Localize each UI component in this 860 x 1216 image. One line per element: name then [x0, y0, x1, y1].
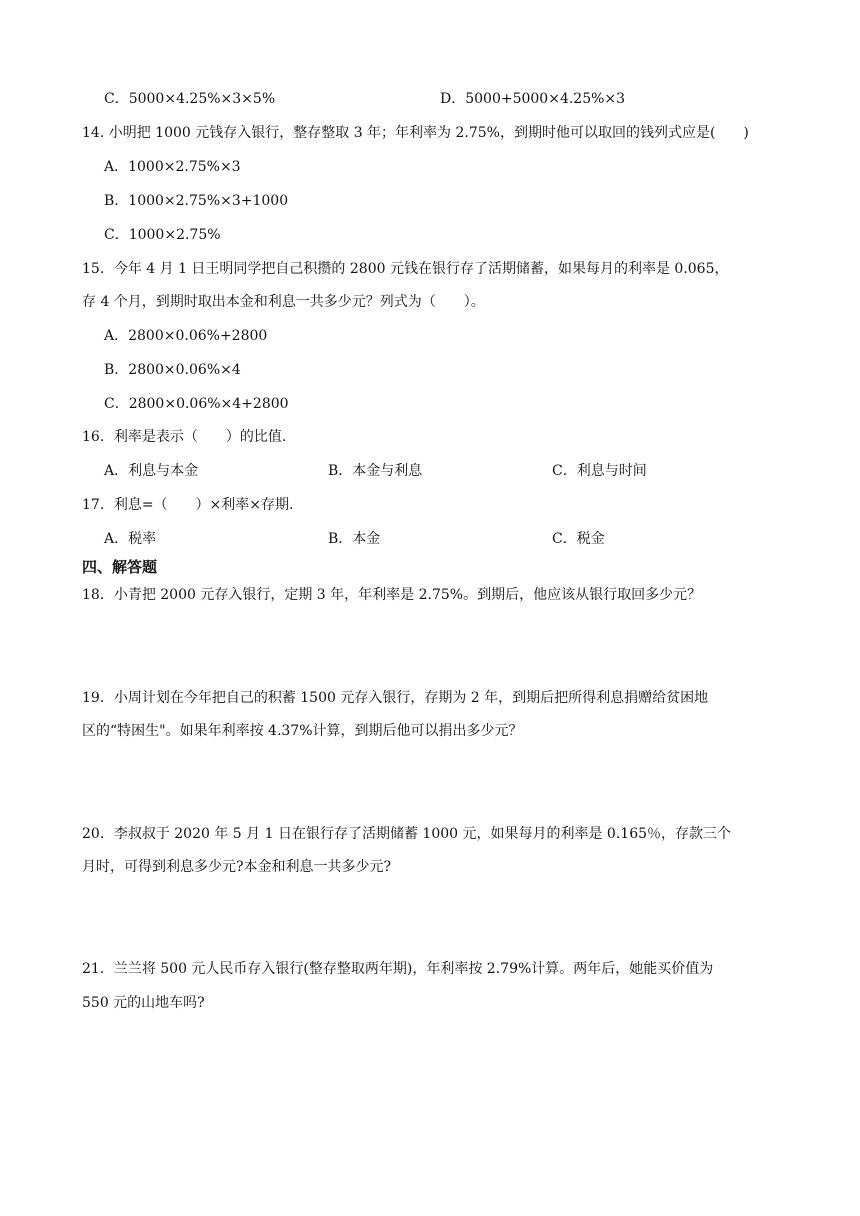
q15-option-a: A．2800×0.06%+2800	[104, 328, 268, 344]
q16-option-a: A．利息与本金	[104, 463, 199, 479]
q15-option-b: B．2800×0.06%×4	[104, 362, 241, 378]
q17-option-a: A．税率	[104, 531, 157, 547]
q16-option-b: B．本金与利息	[328, 463, 423, 479]
q20-stem-line1: 20．李叔叔于 2020 年 5 月 1 日在银行存了活期储蓄 1000 元，如果每月的利率是 0.165％，存款三个	[82, 826, 732, 842]
q17-stem: 17．利息=（ ）×利率×存期.	[82, 497, 294, 513]
q20-stem-line2: 月时，可得到利息多少元?本金和利息一共多少元?	[82, 859, 392, 875]
q17-option-b: B．本金	[328, 531, 381, 547]
q15-stem-line2: 存 4 个月，到期时取出本金和利息一共多少元？列式为（ ）。	[82, 294, 485, 310]
q19-stem-line1: 19．小周计划在今年把自己的积蓄 1500 元存入银行，存期为 2 年，到期后把所得利息捐赠给贫困地	[82, 690, 709, 706]
section-heading: 四、解答题	[82, 558, 158, 576]
q13-option-c: C．5000×4.25%×3×5%	[104, 91, 276, 107]
q14-option-c: C．1000×2.75%	[104, 227, 221, 243]
q21-stem-line2: 550 元的山地车吗?	[82, 995, 205, 1011]
q18-stem: 18．小青把 2000 元存入银行，定期 3 年，年利率是 2.75%。到期后，他应该从银行取回多少元？	[82, 587, 702, 603]
q19-stem-line2: 区的“特困生"。如果年利率按 4.37%计算，到期后他可以捐出多少元？	[82, 723, 523, 739]
q16-stem: 16．利率是表示（ ）的比值.	[82, 429, 287, 445]
q17-option-c: C．税金	[552, 531, 605, 547]
q15-stem-line1: 15．今年 4 月 1 日王明同学把自己积攒的 2800 元钱在银行存了活期储蓄，如果每月的利率是 0.065，	[82, 261, 729, 277]
q16-option-c: C．利息与时间	[552, 463, 647, 479]
q14-option-a: A．1000×2.75%×3	[104, 159, 241, 175]
q15-option-c: C．2800×0.06%×4+2800	[104, 396, 289, 412]
q21-stem-line1: 21．兰兰将 500 元人民币存入银行(整存整取两年期)，年利率按 2.79%计算。两年后，她能买价值为	[82, 961, 714, 977]
q13-option-d: D．5000+5000×4.25%×3	[440, 91, 626, 107]
q14-stem: 14. 小明把 1000 元钱存入银行，整存整取 3 年；年利率为 2.75%，到期时他可以取回的钱列式应是( )	[82, 125, 749, 141]
q14-option-b: B．1000×2.75%×3+1000	[104, 193, 289, 209]
